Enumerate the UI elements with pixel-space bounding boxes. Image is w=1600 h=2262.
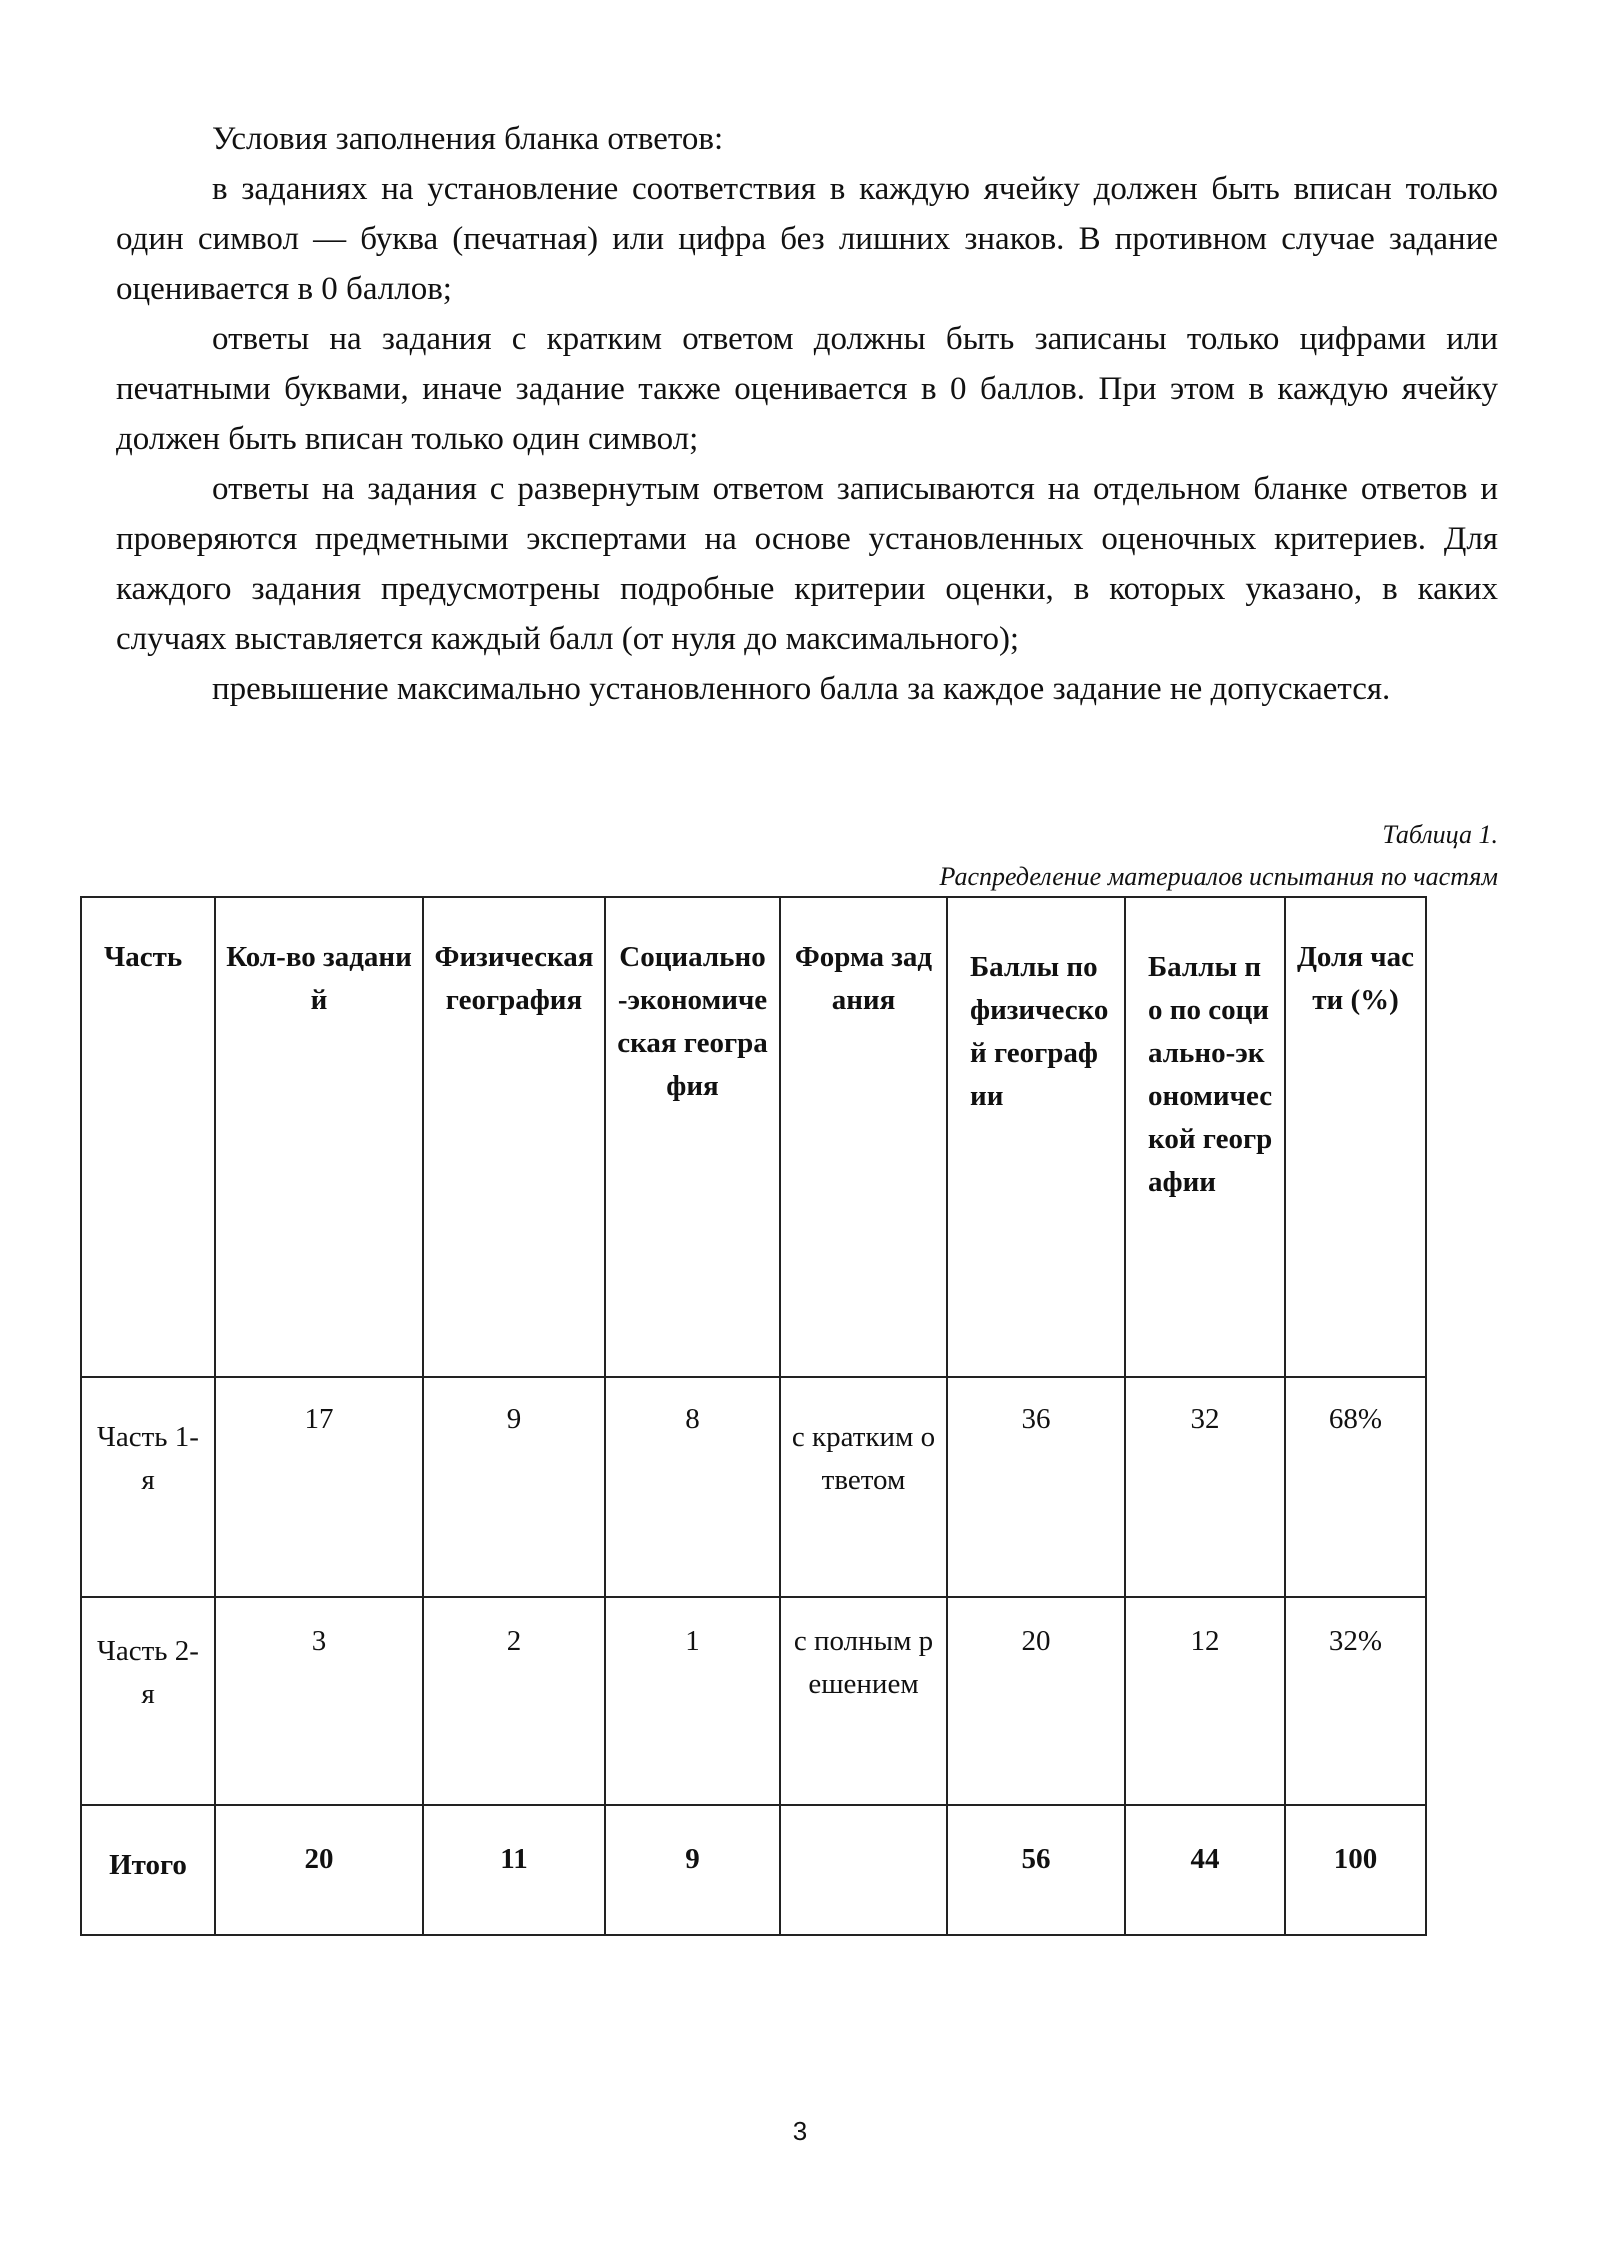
- header-cell: Баллы по физической географии: [947, 897, 1125, 1377]
- total-cell: 9: [605, 1805, 780, 1935]
- header-cell: Социально-экономическая география: [605, 897, 780, 1377]
- table-cell: Часть 1-я: [81, 1377, 215, 1597]
- table-cell: 36: [947, 1377, 1125, 1597]
- table-cell: с полным решением: [780, 1597, 947, 1805]
- total-cell: 20: [215, 1805, 423, 1935]
- table-cell: 9: [423, 1377, 605, 1597]
- table-row: [81, 1597, 1426, 1805]
- instructions-heading: Условия заполнения бланка ответов:: [212, 121, 724, 157]
- instruction-matching: в заданиях на установление соответствия в каждую ячейку должен быть вписан только один символ — буква (печатная) или цифра без лишних знаков. В противном случае задание оценивается в 0 баллов;: [116, 171, 1498, 307]
- table-cell: 12: [1125, 1597, 1285, 1805]
- total-cell: Итого: [81, 1805, 215, 1935]
- header-cell: Кол-во заданий: [215, 897, 423, 1377]
- header-cell: Форма задания: [780, 897, 947, 1377]
- total-cell: 56: [947, 1805, 1125, 1935]
- table-cell: 3: [215, 1597, 423, 1805]
- header-cell: Доля части (%): [1285, 897, 1426, 1377]
- total-cell: 100: [1285, 1805, 1426, 1935]
- table-caption-number: Таблица 1.: [1382, 820, 1498, 849]
- table-cell: Часть 2-я: [81, 1597, 215, 1805]
- instruction-max-score: превышение максимально установленного балла за каждое задание не допускается.: [212, 671, 1391, 707]
- header-cell: Баллы по по социально-экономической географии: [1125, 897, 1285, 1377]
- total-cell: 44: [1125, 1805, 1285, 1935]
- instructions-text: [116, 114, 1498, 714]
- table-total-row: [81, 1805, 1426, 1935]
- table-cell: 32: [1125, 1377, 1285, 1597]
- table-cell: 2: [423, 1597, 605, 1805]
- header-cell: Физическая география: [423, 897, 605, 1377]
- table-cell: с кратким ответом: [780, 1377, 947, 1597]
- page-number: 3: [792, 2116, 808, 2146]
- table-cell: 32%: [1285, 1597, 1426, 1805]
- table-caption-title: Распределение материалов испытания по частям: [939, 862, 1498, 891]
- header-cell: Часть: [81, 897, 215, 1377]
- distribution-table: [80, 896, 1427, 1936]
- table-cell: 8: [605, 1377, 780, 1597]
- table-row: [81, 1377, 1426, 1597]
- table-cell: 68%: [1285, 1377, 1426, 1597]
- instruction-short-answer: ответы на задания с кратким ответом должны быть записаны только цифрами или печатными буквами, иначе задание также оценивается в 0 баллов. При этом в каждую ячейку должен быть вписан только один символ;: [116, 321, 1498, 457]
- total-cell: 11: [423, 1805, 605, 1935]
- table-header-row: [81, 897, 1426, 1377]
- total-cell: [780, 1805, 947, 1935]
- table-cell: 1: [605, 1597, 780, 1805]
- table-cell: 17: [215, 1377, 423, 1597]
- table-cell: 20: [947, 1597, 1125, 1805]
- instruction-extended-answer: ответы на задания с развернутым ответом записываются на отдельном бланке ответов и проверяются предметными экспертами на основе установленных оценочных критериев. Для каждого задания предусмотрены подробные критерии оценки, в которых указано, в каких случаях выставляется каждый балл (от нуля до максимального);: [116, 471, 1498, 657]
